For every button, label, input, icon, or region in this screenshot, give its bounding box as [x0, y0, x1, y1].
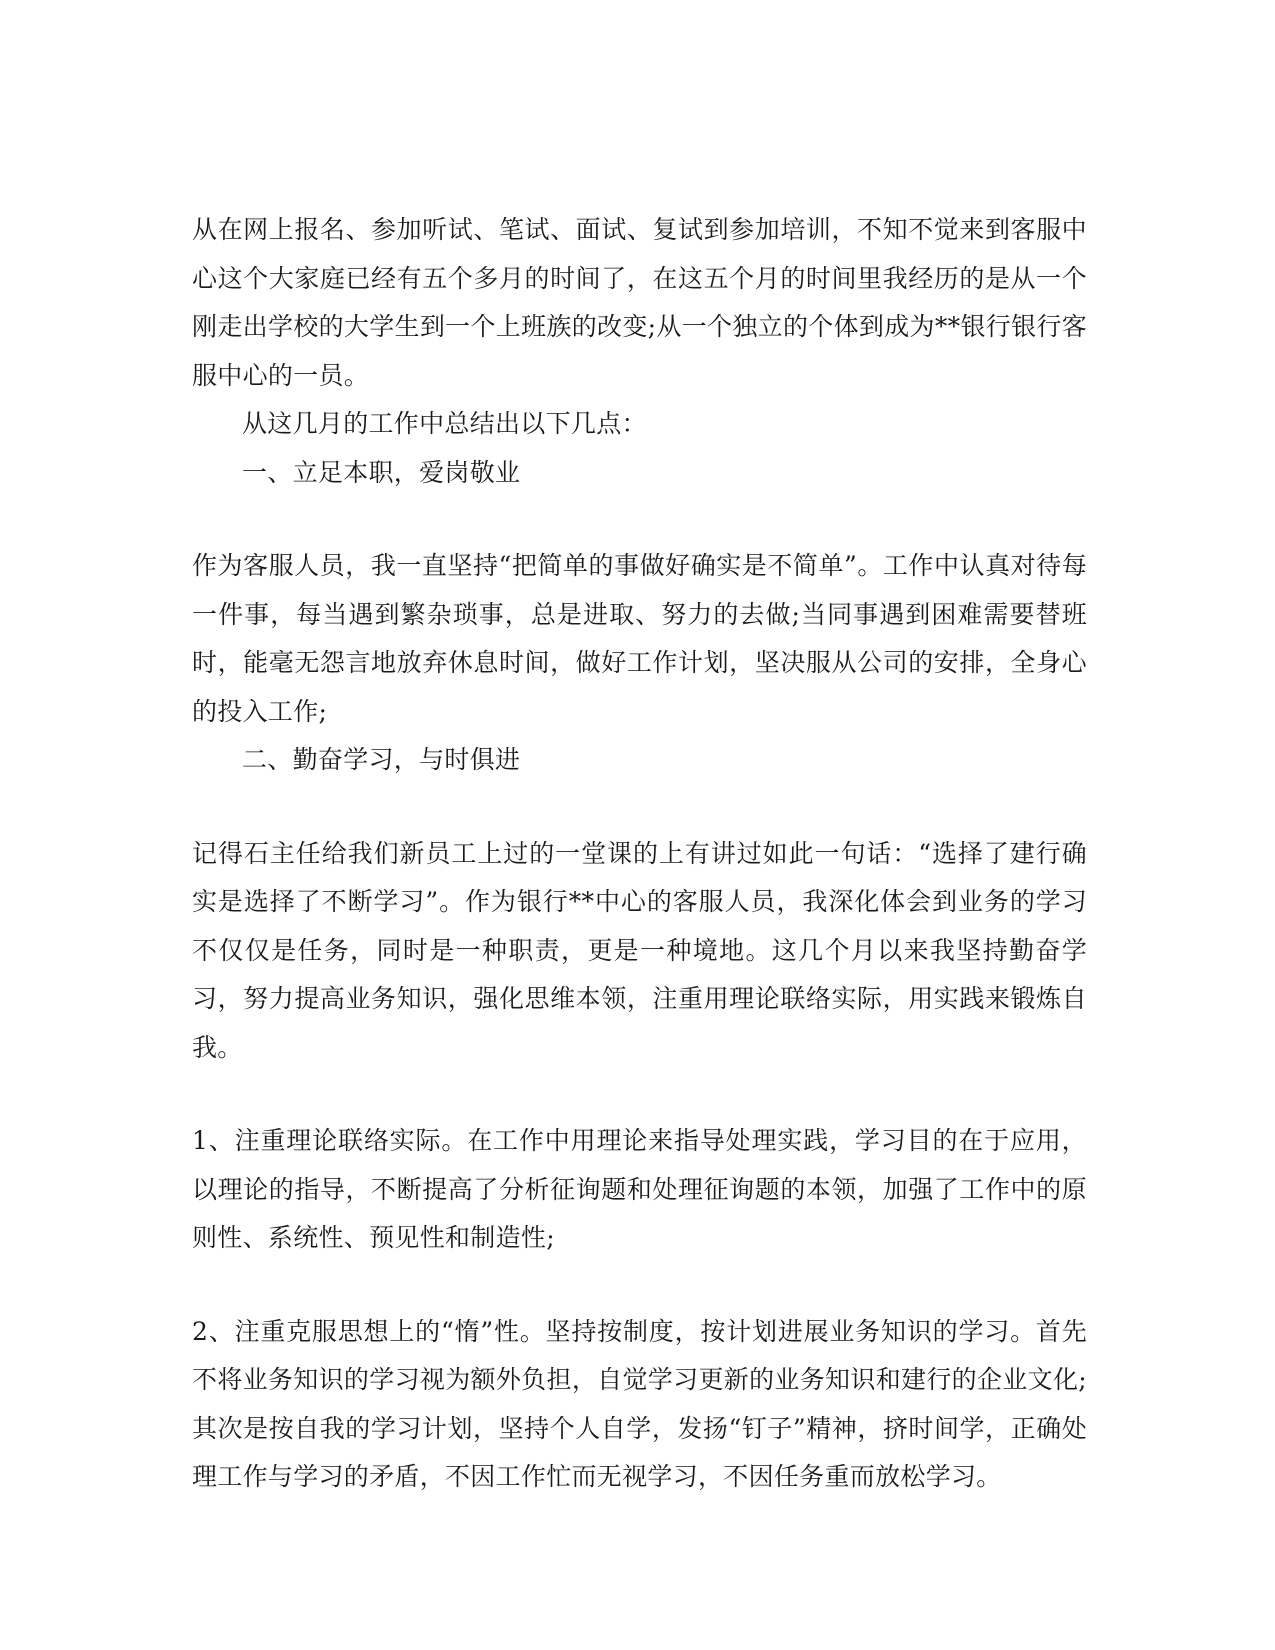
paragraph-point-2: 2、注重克服思想上的“惰”性。坚持按制度，按计划进展业务知识的学习。首先不将业务知识的学习视为额外负担，自觉学习更新的业务知识和建行的企业文化;其次是按自我的学习计划，坚持个人自学，发扬“钉子”精神，挤时间学，正确处理工作与学习的矛盾，不因工作忙而无视学习，不因任务重而放松学习。: [192, 1316, 1087, 1491]
paragraph-section-1-body: 作为客服人员，我一直坚持“把简单的事做好确实是不简单”。工作中认真对待每一件事，每当遇到繁杂琐事，总是进取、努力的去做;当同事遇到困难需要替班时，能毫无怨言地放弃休息时间，做好工作计划，坚决服从公司的安排，全身心的投入工作;: [192, 551, 1087, 726]
paragraph-summary-lead: 从这几月的工作中总结出以下几点：: [242, 409, 647, 438]
paragraph-gap: [192, 785, 1087, 830]
section-heading-1: 一、立足本职，爱岗敬业: [242, 457, 521, 487]
paragraph-gap: [192, 497, 1087, 542]
paragraph-gap: [192, 1263, 1087, 1308]
paragraph-section-2-body: 记得石主任给我们新员工上过的一堂课的上有讲过如此一句话：“选择了建行确实是选择了不断学习”。作为银行**中心的客服人员，我深化体会到业务的学习不仅仅是任务，同时是一种职责，更是一种境地。这几个月以来我坚持勤奋学习，努力提高业务知识，强化思维本领，注重用理论联络实际，用实践来锻炼自我。: [192, 838, 1087, 1062]
paragraph-intro: 从在网上报名、参加听试、笔试、面试、复试到参加培训，不知不觉来到客服中心这个大家庭已经有五个多月的时间了，在这五个月的时间里我经历的是从一个刚走出学校的大学生到一个上班族的改变;从一个独立的个体到成为**银行银行客服中心的一员。: [192, 215, 1087, 390]
paragraph-point-1: 1、注重理论联络实际。在工作中用理论来指导处理实践，学习目的在于应用，以理论的指导，不断提高了分析征询题和处理征询题的本领，加强了工作中的原则性、系统性、预见性和制造性;: [192, 1126, 1087, 1252]
document-body: [192, 206, 1087, 1502]
paragraph-gap: [192, 1072, 1087, 1117]
section-heading-2: 二、勤奋学习，与时俱进: [242, 745, 521, 774]
